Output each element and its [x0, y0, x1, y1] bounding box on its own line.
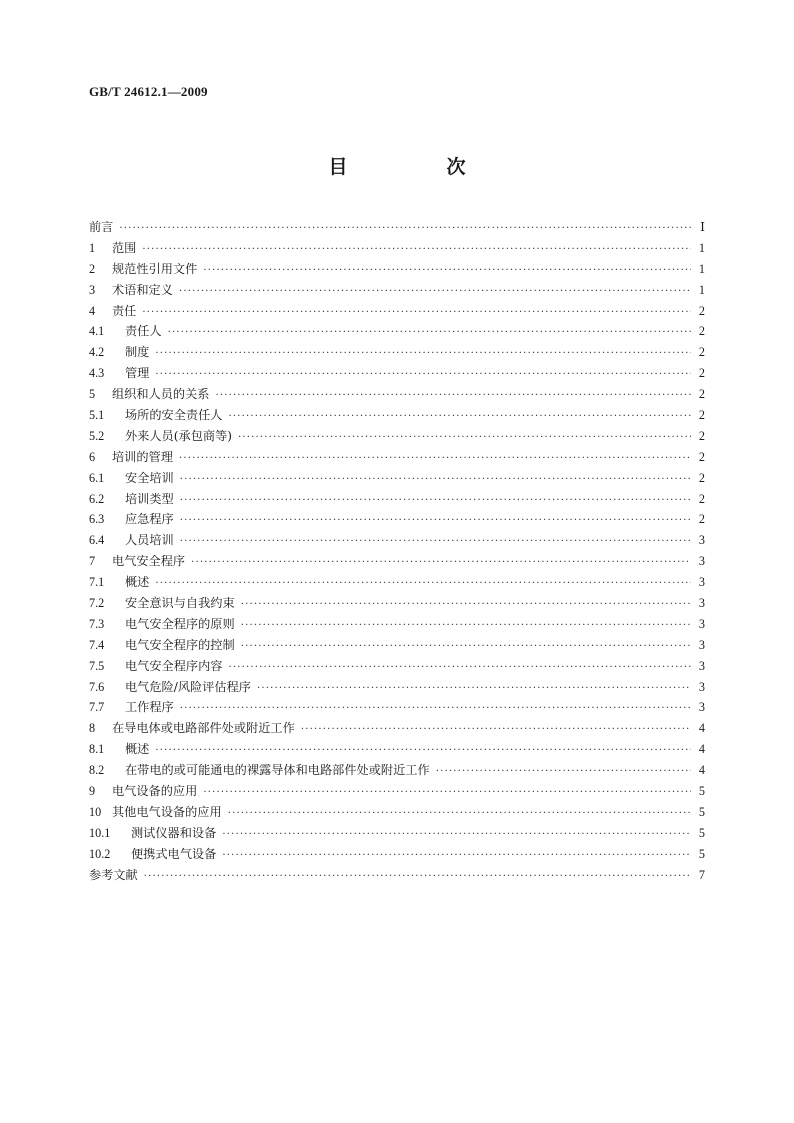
- toc-entry[interactable]: [89, 656, 705, 677]
- toc-dot-leader: [222, 846, 691, 867]
- toc-entry-number: 3: [89, 282, 96, 297]
- toc-entry[interactable]: [89, 468, 705, 489]
- toc-entry-number: 7.6: [89, 679, 105, 694]
- toc-entry-page: 5: [698, 825, 705, 840]
- toc-entry-number: 7.3: [89, 616, 105, 631]
- toc-dot-leader: [179, 449, 691, 470]
- toc-dot-leader: [142, 240, 691, 261]
- toc-dot-leader: [144, 867, 691, 888]
- toc-entry-number: 6.2: [89, 491, 105, 506]
- toc-entry-number: 5.1: [89, 408, 105, 423]
- toc-entry-number: 7.5: [89, 658, 105, 673]
- toc-entry-label: 责任人: [125, 324, 162, 339]
- toc-entry-label: 安全培训: [125, 470, 174, 485]
- toc-entry[interactable]: [89, 614, 705, 635]
- toc-dot-leader: [257, 679, 691, 700]
- toc-entry-page: 5: [698, 804, 705, 819]
- toc-entry-number: 8: [89, 721, 96, 736]
- toc-entry-number: 4: [89, 303, 96, 318]
- toc-entry[interactable]: [89, 530, 705, 551]
- toc-dot-leader: [168, 323, 691, 344]
- toc-entry[interactable]: [89, 781, 705, 802]
- toc-entry-number: 8.1: [89, 742, 105, 757]
- toc-entry-label: 电气安全程序内容: [125, 658, 223, 673]
- toc-dot-leader: [301, 720, 691, 741]
- toc-entry-number: 7.4: [89, 637, 105, 652]
- toc-entry-page: 3: [698, 637, 705, 652]
- toc-entry-number: 2: [89, 261, 96, 276]
- toc-entry[interactable]: [89, 823, 705, 844]
- toc-entry-label: 电气危险/风险评估程序: [125, 679, 251, 694]
- toc-entry-label: 其他电气设备的应用: [112, 804, 222, 819]
- toc-entry-page: 3: [698, 679, 705, 694]
- toc-entry-number: 4.3: [89, 366, 105, 381]
- toc-dot-leader: [142, 303, 691, 324]
- toc-entry[interactable]: [89, 489, 705, 510]
- toc-dot-leader: [180, 532, 691, 553]
- toc-entry-label: 电气设备的应用: [112, 784, 198, 799]
- toc-entry-page: 5: [698, 846, 705, 861]
- toc-entry-page: 1: [698, 240, 705, 255]
- toc-entry[interactable]: [89, 426, 705, 447]
- toc-entry-label: 术语和定义: [112, 282, 173, 297]
- toc-dot-leader: [155, 741, 691, 762]
- toc-entry-page: 4: [698, 742, 705, 757]
- toc-entry-number: 10.2: [89, 846, 111, 861]
- toc-entry-page: Ⅰ: [700, 220, 705, 234]
- toc-entry-page: 1: [698, 282, 705, 297]
- toc-dot-leader: [241, 637, 691, 658]
- toc-dot-leader: [155, 574, 691, 595]
- toc-entry-number: 9: [89, 784, 96, 799]
- toc-entry-page: 2: [698, 366, 705, 381]
- toc-entry-label: 便携式电气设备: [131, 846, 217, 861]
- toc-entry-page: 3: [698, 596, 705, 611]
- toc-entry-number: 8.2: [89, 763, 105, 778]
- toc-entry-label: 场所的安全责任人: [125, 408, 223, 423]
- toc-dot-leader: [191, 553, 691, 574]
- toc-entry-label: 管理: [125, 366, 150, 381]
- toc-entry-label: 制度: [125, 345, 150, 360]
- toc-entry[interactable]: [89, 217, 705, 238]
- toc-entry-number: 7.2: [89, 596, 105, 611]
- toc-entry[interactable]: [89, 238, 705, 259]
- toc-dot-leader: [229, 407, 692, 428]
- toc-entry[interactable]: [89, 718, 705, 739]
- toc-dot-leader: [180, 699, 691, 720]
- toc-entry-page: 2: [698, 345, 705, 360]
- toc-dot-leader: [229, 658, 692, 679]
- toc-entry[interactable]: [89, 739, 705, 760]
- toc-entry-number: 4.1: [89, 324, 105, 339]
- toc-entry-page: 5: [698, 784, 705, 799]
- toc-dot-leader: [155, 344, 691, 365]
- toc-entry-label: 外来人员(承包商等): [125, 428, 233, 443]
- toc-entry-label: 在导电体或电路部件处或附近工作: [112, 721, 295, 736]
- toc-entry[interactable]: [89, 593, 705, 614]
- toc-entry-page: 2: [698, 512, 705, 527]
- toc-entry[interactable]: [89, 865, 705, 886]
- toc-entry-label: 工作程序: [125, 700, 174, 715]
- toc-entry-number: 7.1: [89, 575, 105, 590]
- toc-entry-label: 应急程序: [125, 512, 174, 527]
- toc-entry[interactable]: [89, 509, 705, 530]
- toc-entry-label: 概述: [125, 742, 150, 757]
- toc-dot-leader: [180, 511, 691, 532]
- toc-entry[interactable]: [89, 405, 705, 426]
- toc-entry-number: 10: [89, 804, 102, 819]
- toc-entry-label: 概述: [125, 575, 150, 590]
- toc-entry[interactable]: [89, 280, 705, 301]
- toc-dot-leader: [179, 282, 691, 303]
- toc-entry-page: 7: [698, 867, 705, 882]
- toc-entry-page: 2: [698, 303, 705, 318]
- toc-entry-number: 4.2: [89, 345, 105, 360]
- toc-entry-page: 3: [698, 533, 705, 548]
- toc-entry[interactable]: [89, 384, 705, 405]
- toc-entry-label: 责任: [112, 303, 137, 318]
- toc-entry-page: 4: [698, 763, 705, 778]
- toc-entry-label: 前言: [89, 220, 114, 234]
- toc-entry-label: 电气安全程序的控制: [125, 637, 235, 652]
- toc-entry-page: 3: [698, 575, 705, 590]
- toc-entry-number: 6: [89, 449, 96, 464]
- toc-entry[interactable]: [89, 363, 705, 384]
- toc-entry-number: 7.7: [89, 700, 105, 715]
- toc-entry[interactable]: [89, 551, 705, 572]
- toc-entry[interactable]: [89, 301, 705, 322]
- toc-entry[interactable]: [89, 677, 705, 698]
- toc-entry-page: 2: [698, 428, 705, 443]
- table-of-contents: [89, 217, 705, 886]
- toc-entry-label: 规范性引用文件: [112, 261, 198, 276]
- toc-entry-label: 培训类型: [125, 491, 174, 506]
- toc-entry-page: 2: [698, 408, 705, 423]
- toc-entry[interactable]: [89, 572, 705, 593]
- toc-entry-label: 参考文献: [89, 867, 138, 882]
- toc-entry-number: 6.3: [89, 512, 105, 527]
- toc-dot-leader: [180, 470, 691, 491]
- toc-entry-label: 电气安全程序: [112, 554, 186, 569]
- toc-dot-leader: [119, 219, 691, 240]
- toc-entry[interactable]: [89, 447, 705, 468]
- toc-entry-label: 电气安全程序的原则: [125, 616, 235, 631]
- toc-entry[interactable]: [89, 844, 705, 865]
- toc-entry-page: 2: [698, 449, 705, 464]
- toc-entry[interactable]: [89, 802, 705, 823]
- toc-entry[interactable]: [89, 760, 705, 781]
- toc-entry-number: 5: [89, 387, 96, 402]
- toc-dot-leader: [222, 825, 691, 846]
- toc-dot-leader: [216, 386, 692, 407]
- toc-dot-leader: [228, 804, 691, 825]
- page-title: 目 次: [328, 156, 506, 178]
- toc-dot-leader: [241, 595, 691, 616]
- toc-entry[interactable]: [89, 259, 705, 280]
- toc-entry-page: 3: [698, 554, 705, 569]
- toc-entry[interactable]: [89, 635, 705, 656]
- toc-entry-number: 7: [89, 554, 96, 569]
- toc-entry-label: 组织和人员的关系: [112, 387, 210, 402]
- toc-entry-page: 2: [698, 324, 705, 339]
- toc-dot-leader: [203, 261, 691, 282]
- toc-entry-label: 测试仪器和设备: [131, 825, 217, 840]
- toc-entry-page: 3: [698, 658, 705, 673]
- toc-entry-page: 3: [698, 700, 705, 715]
- standard-code: GB/T 24612.1—2009: [89, 84, 208, 99]
- toc-entry[interactable]: [89, 321, 705, 342]
- toc-entry-number: 5.2: [89, 428, 105, 443]
- toc-entry-number: 6.4: [89, 533, 105, 548]
- toc-entry-label: 人员培训: [125, 533, 174, 548]
- toc-entry-number: 10.1: [89, 825, 111, 840]
- toc-dot-leader: [203, 783, 691, 804]
- toc-dot-leader: [180, 491, 691, 512]
- toc-dot-leader: [241, 616, 691, 637]
- toc-dot-leader: [436, 762, 691, 783]
- toc-entry-label: 在带电的或可能通电的裸露导体和电路部件处或附近工作: [125, 763, 430, 778]
- toc-entry-number: 6.1: [89, 470, 105, 485]
- toc-entry-label: 范围: [112, 240, 137, 255]
- toc-dot-leader: [155, 365, 691, 386]
- toc-entry-page: 2: [698, 470, 705, 485]
- toc-entry-page: 1: [698, 261, 705, 276]
- toc-entry-label: 培训的管理: [112, 449, 173, 464]
- toc-entry[interactable]: [89, 342, 705, 363]
- toc-entry[interactable]: [89, 697, 705, 718]
- toc-entry-page: 4: [698, 721, 705, 736]
- toc-dot-leader: [238, 428, 691, 449]
- toc-entry-number: 1: [89, 240, 96, 255]
- toc-entry-label: 安全意识与自我约束: [125, 596, 235, 611]
- toc-entry-page: 2: [698, 491, 705, 506]
- toc-entry-page: 2: [698, 387, 705, 402]
- toc-entry-page: 3: [698, 616, 705, 631]
